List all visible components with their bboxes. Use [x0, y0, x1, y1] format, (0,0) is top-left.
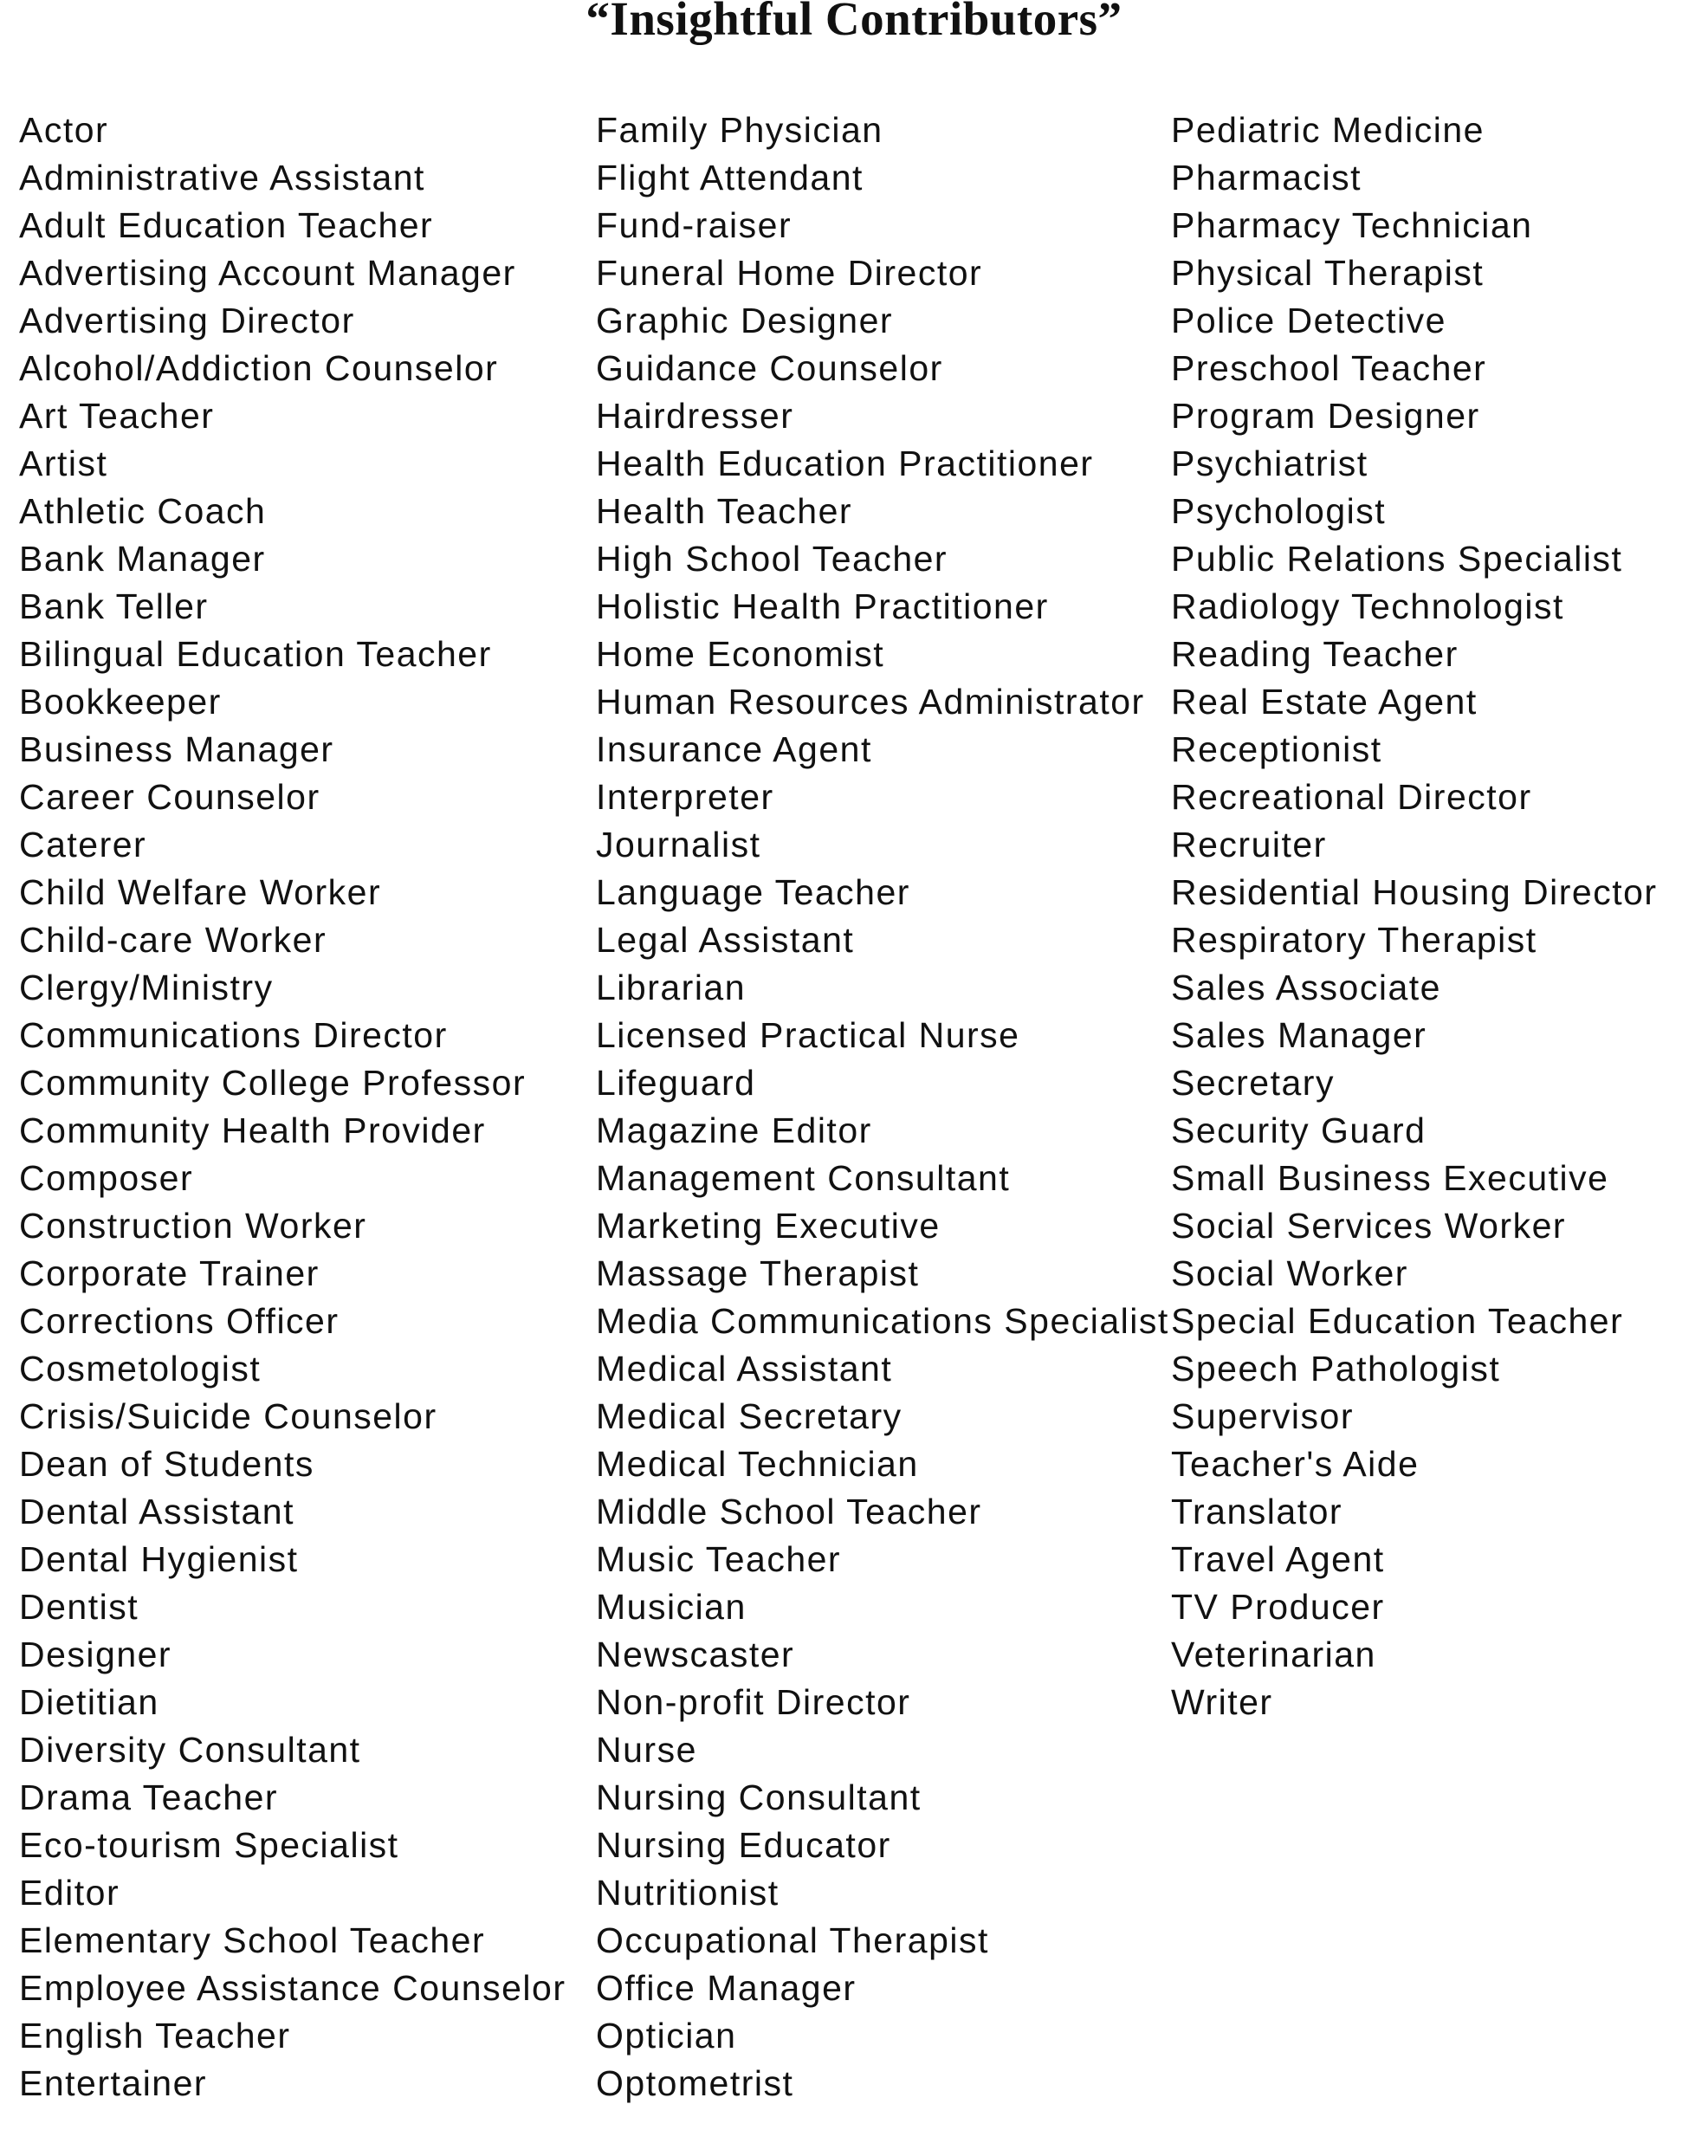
occupation-item: Corporate Trainer — [19, 1253, 320, 1293]
occupation-item: Health Teacher — [596, 491, 853, 531]
occupation-column-3 — [1171, 107, 1658, 1726]
occupation-item: Massage Therapist — [596, 1253, 920, 1293]
occupation-item: Respiratory Therapist — [1171, 920, 1537, 960]
occupation-item: Radiology Technologist — [1171, 586, 1564, 626]
occupation-item: Home Economist — [596, 634, 885, 674]
occupation-item: Musician — [596, 1587, 747, 1627]
occupation-item: Nursing Educator — [596, 1825, 891, 1865]
occupation-item: Interpreter — [596, 777, 774, 817]
occupation-item: Diversity Consultant — [19, 1730, 361, 1770]
occupation-item: High School Teacher — [596, 539, 948, 579]
occupation-item: Athletic Coach — [19, 491, 267, 531]
occupation-item: Actor — [19, 110, 109, 150]
occupation-item: Business Manager — [19, 729, 334, 769]
occupation-item: Translator — [1171, 1492, 1343, 1531]
occupation-item: Insurance Agent — [596, 729, 872, 769]
occupation-item: Community College Professor — [19, 1063, 527, 1103]
occupation-item: Pharmacy Technician — [1171, 205, 1533, 245]
occupation-item: Office Manager — [596, 1968, 857, 2008]
occupation-item: Psychiatrist — [1171, 444, 1368, 483]
occupation-item: Graphic Designer — [596, 301, 894, 340]
occupation-item: Lifeguard — [596, 1063, 756, 1103]
occupation-item: Reading Teacher — [1171, 634, 1459, 674]
occupation-item: Bookkeeper — [19, 682, 222, 722]
occupation-item: Bank Manager — [19, 539, 266, 579]
occupation-item: Optician — [596, 2016, 737, 2056]
occupation-item: Travel Agent — [1171, 1539, 1385, 1579]
occupation-item: Medical Secretary — [596, 1396, 903, 1436]
occupation-item: Teacher's Aide — [1171, 1444, 1420, 1484]
occupation-item: Guidance Counselor — [596, 348, 943, 388]
occupation-item: Alcohol/Addiction Counselor — [19, 348, 499, 388]
page-title: “Insightful Contributors” — [586, 0, 1122, 45]
occupation-item: Licensed Practical Nurse — [596, 1015, 1020, 1055]
occupation-column-2 — [596, 107, 1169, 2107]
occupation-item: Bank Teller — [19, 586, 209, 626]
occupation-item: Language Teacher — [596, 872, 910, 912]
occupation-item: Dental Hygienist — [19, 1539, 299, 1579]
occupation-item: Small Business Executive — [1171, 1158, 1609, 1198]
occupation-item: Legal Assistant — [596, 920, 855, 960]
occupation-item: Marketing Executive — [596, 1206, 941, 1246]
occupation-item: Bilingual Education Teacher — [19, 634, 492, 674]
occupation-column-1 — [19, 107, 566, 2107]
occupation-item: Speech Pathologist — [1171, 1349, 1501, 1389]
occupation-item: Career Counselor — [19, 777, 320, 817]
occupation-item: Holistic Health Practitioner — [596, 586, 1049, 626]
occupation-item: Child-care Worker — [19, 920, 327, 960]
occupation-item: Program Designer — [1171, 396, 1480, 436]
occupation-item: Sales Associate — [1171, 968, 1441, 1007]
occupation-item: Caterer — [19, 825, 147, 864]
occupation-item: Corrections Officer — [19, 1301, 340, 1341]
occupation-item: Elementary School Teacher — [19, 1920, 486, 1960]
occupation-item: Recruiter — [1171, 825, 1327, 864]
occupation-item: Adult Education Teacher — [19, 205, 434, 245]
occupation-item: Writer — [1171, 1682, 1273, 1722]
occupation-item: Pharmacist — [1171, 158, 1362, 197]
occupation-item: Dentist — [19, 1587, 139, 1627]
occupation-item: Medical Technician — [596, 1444, 919, 1484]
occupation-item: Social Services Worker — [1171, 1206, 1567, 1246]
occupation-item: Sales Manager — [1171, 1015, 1427, 1055]
occupation-item: Dietitian — [19, 1682, 159, 1722]
occupation-item: Composer — [19, 1158, 194, 1198]
occupation-item: Recreational Director — [1171, 777, 1532, 817]
occupation-item: Real Estate Agent — [1171, 682, 1478, 722]
occupation-item: Special Education Teacher — [1171, 1301, 1624, 1341]
occupation-item: Dean of Students — [19, 1444, 314, 1484]
occupation-item: Non-profit Director — [596, 1682, 911, 1722]
occupation-item: Music Teacher — [596, 1539, 842, 1579]
occupation-item: Management Consultant — [596, 1158, 1011, 1198]
occupation-item: Clergy/Ministry — [19, 968, 274, 1007]
occupation-item: TV Producer — [1171, 1587, 1385, 1627]
occupation-item: Fund-raiser — [596, 205, 793, 245]
occupation-item: Residential Housing Director — [1171, 872, 1658, 912]
occupation-item: Flight Attendant — [596, 158, 864, 197]
occupation-item: Dental Assistant — [19, 1492, 294, 1531]
occupation-item: Community Health Provider — [19, 1110, 486, 1150]
occupation-item: Child Welfare Worker — [19, 872, 382, 912]
occupation-item: Optometrist — [596, 2063, 794, 2103]
occupation-item: Security Guard — [1171, 1110, 1427, 1150]
occupation-item: Nursing Consultant — [596, 1777, 922, 1817]
occupation-item: Designer — [19, 1635, 172, 1674]
occupation-item: Physical Therapist — [1171, 253, 1485, 293]
occupation-item: Police Detective — [1171, 301, 1446, 340]
occupation-item: Editor — [19, 1873, 120, 1913]
occupation-item: Nurse — [596, 1730, 697, 1770]
occupation-item: Middle School Teacher — [596, 1492, 982, 1531]
occupation-item: Art Teacher — [19, 396, 215, 436]
occupation-item: Funeral Home Director — [596, 253, 983, 293]
occupation-item: Occupational Therapist — [596, 1920, 989, 1960]
occupation-item: Newscaster — [596, 1635, 795, 1674]
occupation-item: Family Physician — [596, 110, 883, 150]
occupation-item: Journalist — [596, 825, 761, 864]
occupation-item: Secretary — [1171, 1063, 1335, 1103]
occupation-item: Supervisor — [1171, 1396, 1354, 1436]
occupation-item: Eco-tourism Specialist — [19, 1825, 399, 1865]
occupation-item: Cosmetologist — [19, 1349, 262, 1389]
occupation-item: Librarian — [596, 968, 747, 1007]
occupation-item: Health Education Practitioner — [596, 444, 1094, 483]
occupation-item: Hairdresser — [596, 396, 794, 436]
occupation-item: Preschool Teacher — [1171, 348, 1487, 388]
occupation-item: Magazine Editor — [596, 1110, 872, 1150]
occupation-item: Social Worker — [1171, 1253, 1408, 1293]
occupation-item: Advertising Account Manager — [19, 253, 516, 293]
occupation-item: Pediatric Medicine — [1171, 110, 1485, 150]
occupation-item: Employee Assistance Counselor — [19, 1968, 566, 2008]
occupation-item: Crisis/Suicide Counselor — [19, 1396, 437, 1436]
occupation-item: Entertainer — [19, 2063, 208, 2103]
occupation-item: Veterinarian — [1171, 1635, 1376, 1674]
occupation-item: Receptionist — [1171, 729, 1382, 769]
occupation-item: Human Resources Administrator — [596, 682, 1145, 722]
occupation-item: Nutritionist — [596, 1873, 780, 1913]
occupation-item: English Teacher — [19, 2016, 291, 2056]
occupation-item: Administrative Assistant — [19, 158, 425, 197]
occupation-item: Artist — [19, 444, 108, 483]
occupation-item: Public Relations Specialist — [1171, 539, 1623, 579]
occupation-item: Advertising Director — [19, 301, 355, 340]
occupation-item: Medical Assistant — [596, 1349, 893, 1389]
occupation-item: Media Communications Specialist — [596, 1301, 1169, 1341]
occupation-item: Communications Director — [19, 1015, 448, 1055]
occupation-item: Psychologist — [1171, 491, 1387, 531]
occupation-item: Construction Worker — [19, 1206, 367, 1246]
occupation-item: Drama Teacher — [19, 1777, 279, 1817]
